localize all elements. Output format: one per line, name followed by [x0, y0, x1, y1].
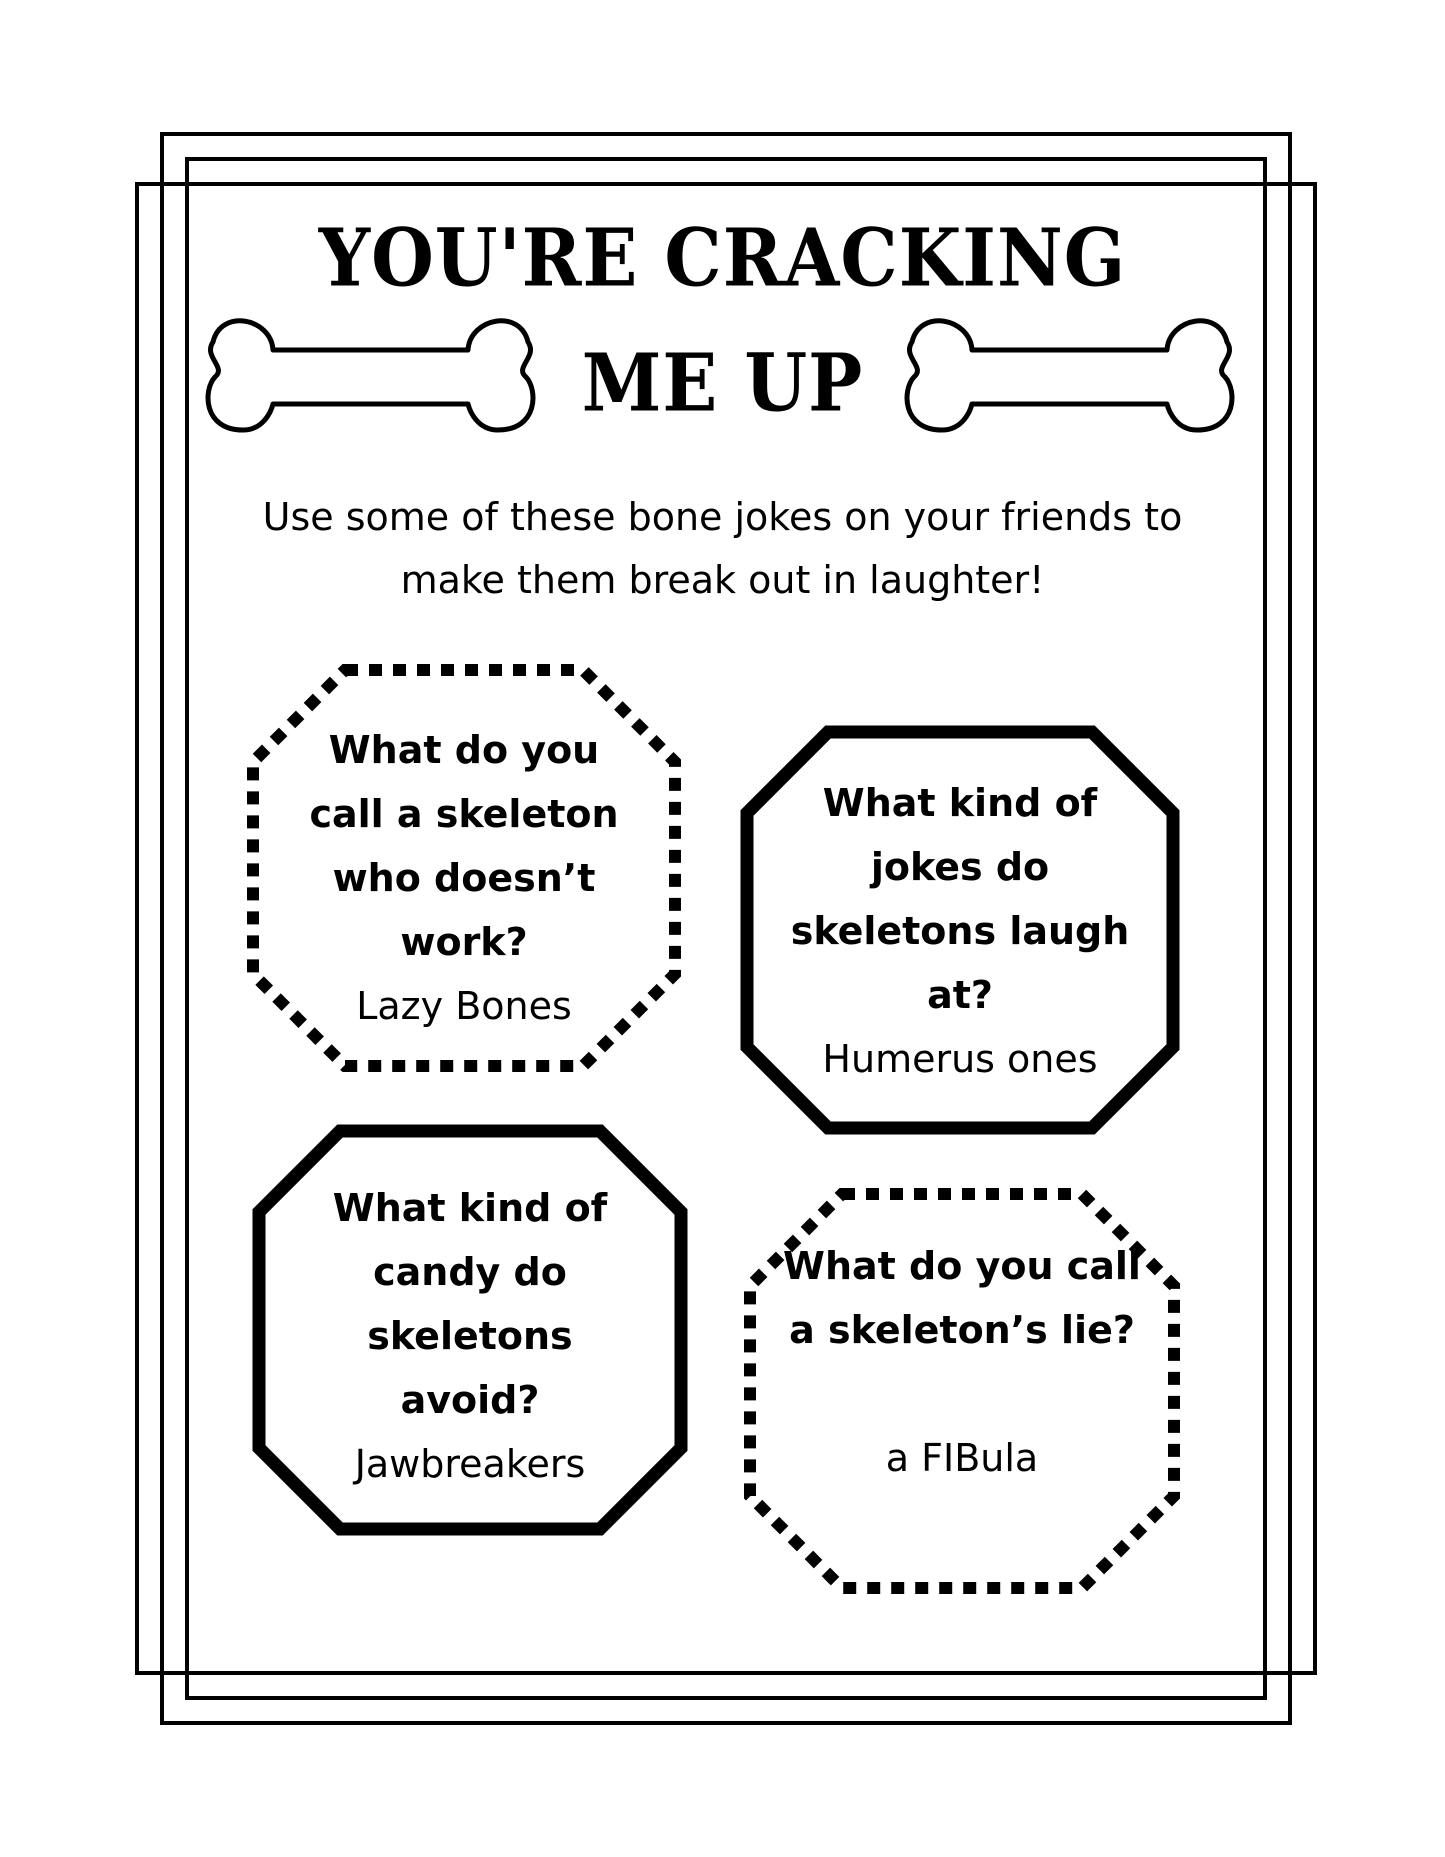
page-title-line-2: ME UP [581, 335, 864, 430]
joke-answer: Lazy Bones [356, 984, 572, 1028]
joke-question: What do you call a skeleton’s lie? [783, 1244, 1141, 1352]
joke-card [742, 1186, 1182, 1596]
joke-card [252, 1124, 688, 1536]
joke-answer: Humerus ones [822, 1037, 1098, 1081]
bone-icon [897, 312, 1242, 442]
joke-answer: a FIBula [885, 1436, 1039, 1480]
joke-card [740, 725, 1180, 1135]
joke-question: What kind of candy do skeletons avoid? [332, 1186, 608, 1422]
bone-icon [198, 312, 543, 442]
intro-line-2: make them break out in laughter! [400, 558, 1045, 602]
joke-question: What kind of jokes do skeletons laugh at? [790, 781, 1130, 1017]
joke-question: What do you call a skeleton who doesn’t work? [309, 728, 619, 964]
joke-answer: Jawbreakers [354, 1442, 586, 1486]
intro-line-1: Use some of these bone jokes on your friends to [262, 495, 1183, 539]
page-title-line-1: YOU'RE CRACKING [318, 210, 1127, 305]
joke-card [245, 662, 683, 1074]
